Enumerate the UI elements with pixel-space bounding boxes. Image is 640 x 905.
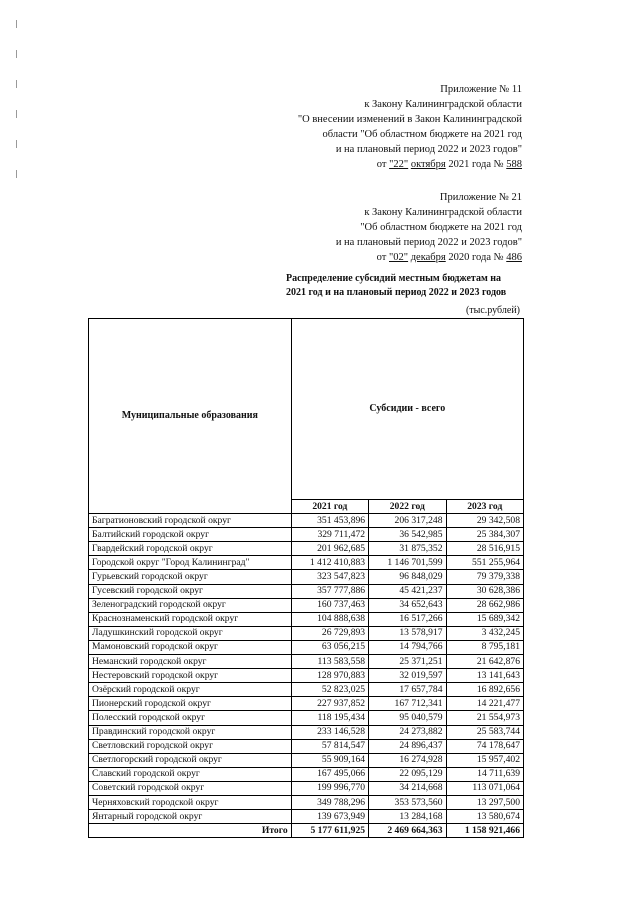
value-2021-cell: 118 195,434	[291, 711, 368, 725]
appendix-11-header	[298, 82, 522, 172]
municipality-cell: Светловский городской округ	[89, 739, 292, 753]
header-municipal: Муниципальные образования	[89, 319, 292, 514]
table-row	[89, 795, 524, 809]
municipality-cell: Мамоновский городской округ	[89, 640, 292, 654]
value-2023-cell: 25 583,744	[446, 725, 523, 739]
municipality-cell: Балтийский городской округ	[89, 528, 292, 542]
appendix-11-line3: "О внесении изменений в Закон Калининградской	[297, 114, 522, 125]
value-2021-cell: 63 056,215	[291, 640, 368, 654]
value-2021-cell: 349 788,296	[291, 795, 368, 809]
header-year-2021: 2021 год	[291, 500, 368, 514]
municipality-cell: Краснознаменский городской округ	[89, 612, 292, 626]
value-2022-cell: 14 794,766	[369, 640, 446, 654]
value-2022-cell: 25 371,251	[369, 655, 446, 669]
value-2021-cell: 104 888,638	[291, 612, 368, 626]
total-row	[89, 824, 524, 838]
value-2022-cell: 1 146 701,599	[369, 556, 446, 570]
value-2023-cell: 79 379,338	[446, 570, 523, 584]
appendix-21-line3: "Об областном бюджете на 2021 год	[360, 222, 522, 233]
appendix-11-line4: области "Об областном бюджете на 2021 год	[322, 129, 522, 140]
subsidies-table	[88, 318, 524, 838]
municipality-cell: Пионерский городской округ	[89, 697, 292, 711]
value-2021-cell: 160 737,463	[291, 598, 368, 612]
table-row	[89, 542, 524, 556]
header-subsidies: Субсидии - всего	[291, 319, 523, 500]
value-2022-cell: 13 578,917	[369, 626, 446, 640]
municipality-cell: Полесский городской округ	[89, 711, 292, 725]
value-2023-cell: 14 221,477	[446, 697, 523, 711]
value-2021-cell: 113 583,558	[291, 655, 368, 669]
table-row	[89, 514, 524, 528]
value-2021-cell: 55 909,164	[291, 753, 368, 767]
municipality-cell: Багратионовский городской округ	[89, 514, 292, 528]
municipality-cell: Нестеровский городской округ	[89, 669, 292, 683]
municipality-cell: Янтарный городской округ	[89, 810, 292, 824]
value-2022-cell: 13 284,168	[369, 810, 446, 824]
municipality-cell: Городской округ "Город Калининград"	[89, 556, 292, 570]
table-row	[89, 669, 524, 683]
table-row	[89, 556, 524, 570]
appendix-11-line5: и на плановый период 2022 и 2023 годов"	[335, 144, 522, 155]
value-2023-cell: 551 255,964	[446, 556, 523, 570]
municipality-cell: Черняховский городской округ	[89, 795, 292, 809]
value-2021-cell: 329 711,472	[291, 528, 368, 542]
value-2021-cell: 52 823,025	[291, 683, 368, 697]
value-2023-cell: 21 554,973	[446, 711, 523, 725]
document-title: Распределение субсидий местным бюджетам на 2021 год и на плановый период 2022 и 2023 годов	[286, 273, 507, 298]
table-row	[89, 655, 524, 669]
total-2022: 2 469 664,363	[369, 824, 446, 838]
table-row	[89, 626, 524, 640]
appendix-21-header	[336, 190, 522, 265]
value-2023-cell: 8 795,181	[446, 640, 523, 654]
value-2022-cell: 34 214,668	[369, 781, 446, 795]
table-row	[89, 612, 524, 626]
value-2021-cell: 57 814,547	[291, 739, 368, 753]
appendix-11-title: Приложение № 11	[440, 84, 522, 95]
table-row	[89, 584, 524, 598]
value-2021-cell: 323 547,823	[291, 570, 368, 584]
table-body	[89, 514, 524, 824]
scan-margin-marks	[16, 20, 18, 200]
municipality-cell: Гурьевский городской округ	[89, 570, 292, 584]
table-row	[89, 528, 524, 542]
unit-label: (тыс.рублей)	[465, 305, 520, 316]
municipality-cell: Ладушкинский городской округ	[89, 626, 292, 640]
table-row	[89, 697, 524, 711]
municipality-cell: Зеленоградский городской округ	[89, 598, 292, 612]
value-2022-cell: 24 896,437	[369, 739, 446, 753]
municipality-cell: Светлогорский городской округ	[89, 753, 292, 767]
value-2022-cell: 24 273,882	[369, 725, 446, 739]
value-2021-cell: 128 970,883	[291, 669, 368, 683]
value-2021-cell: 201 962,685	[291, 542, 368, 556]
table-row	[89, 640, 524, 654]
value-2021-cell: 1 412 410,883	[291, 556, 368, 570]
table-row	[89, 598, 524, 612]
value-2021-cell: 167 495,066	[291, 767, 368, 781]
table-row	[89, 739, 524, 753]
value-2022-cell: 16 274,928	[369, 753, 446, 767]
value-2023-cell: 25 384,307	[446, 528, 523, 542]
table-row	[89, 753, 524, 767]
value-2023-cell: 21 642,876	[446, 655, 523, 669]
value-2022-cell: 34 652,643	[369, 598, 446, 612]
municipality-cell: Правдинский городской округ	[89, 725, 292, 739]
value-2023-cell: 28 516,915	[446, 542, 523, 556]
value-2022-cell: 167 712,341	[369, 697, 446, 711]
value-2021-cell: 139 673,949	[291, 810, 368, 824]
value-2023-cell: 13 580,674	[446, 810, 523, 824]
appendix-21-law: к Закону Калининградской области	[364, 207, 522, 218]
appendix-11-law: к Закону Калининградской области	[364, 99, 522, 110]
value-2023-cell: 15 689,342	[446, 612, 523, 626]
municipality-cell: Гусевский городской округ	[89, 584, 292, 598]
municipality-cell: Неманский городской округ	[89, 655, 292, 669]
municipality-cell: Озёрский городской округ	[89, 683, 292, 697]
value-2022-cell: 96 848,029	[369, 570, 446, 584]
value-2023-cell: 3 432,245	[446, 626, 523, 640]
municipality-cell: Советский городской округ	[89, 781, 292, 795]
appendix-21-date: от "02" декабря 2020 года № 486	[376, 252, 522, 263]
table-row	[89, 570, 524, 584]
table-row	[89, 725, 524, 739]
total-2023: 1 158 921,466	[446, 824, 523, 838]
table-row	[89, 683, 524, 697]
value-2023-cell: 29 342,508	[446, 514, 523, 528]
value-2022-cell: 17 657,784	[369, 683, 446, 697]
value-2021-cell: 357 777,886	[291, 584, 368, 598]
header-year-2022: 2022 год	[369, 500, 446, 514]
value-2023-cell: 30 628,386	[446, 584, 523, 598]
table-row	[89, 810, 524, 824]
value-2022-cell: 45 421,237	[369, 584, 446, 598]
appendix-11-date: от "22" октября 2021 года № 588	[376, 159, 522, 170]
value-2022-cell: 206 317,248	[369, 514, 446, 528]
table-row	[89, 711, 524, 725]
municipality-cell: Гвардейский городской округ	[89, 542, 292, 556]
value-2022-cell: 31 875,352	[369, 542, 446, 556]
value-2023-cell: 15 957,402	[446, 753, 523, 767]
appendix-21-line4: и на плановый период 2022 и 2023 годов"	[335, 237, 522, 248]
value-2021-cell: 233 146,528	[291, 725, 368, 739]
value-2022-cell: 32 019,597	[369, 669, 446, 683]
value-2023-cell: 14 711,639	[446, 767, 523, 781]
value-2022-cell: 95 040,579	[369, 711, 446, 725]
table-row	[89, 781, 524, 795]
value-2022-cell: 16 517,266	[369, 612, 446, 626]
value-2023-cell: 13 297,500	[446, 795, 523, 809]
header-year-2023: 2023 год	[446, 500, 523, 514]
value-2022-cell: 36 542,985	[369, 528, 446, 542]
table-row	[89, 767, 524, 781]
appendix-21-title: Приложение № 21	[439, 192, 522, 203]
value-2022-cell: 22 095,129	[369, 767, 446, 781]
municipality-cell: Славский городской округ	[89, 767, 292, 781]
value-2023-cell: 16 892,656	[446, 683, 523, 697]
value-2023-cell: 113 071,064	[446, 781, 523, 795]
total-2021: 5 177 611,925	[291, 824, 368, 838]
value-2021-cell: 227 937,852	[291, 697, 368, 711]
value-2023-cell: 74 178,647	[446, 739, 523, 753]
value-2021-cell: 26 729,893	[291, 626, 368, 640]
value-2021-cell: 351 453,896	[291, 514, 368, 528]
total-label: Итого	[89, 824, 292, 838]
value-2023-cell: 13 141,643	[446, 669, 523, 683]
value-2022-cell: 353 573,560	[369, 795, 446, 809]
value-2021-cell: 199 996,770	[291, 781, 368, 795]
value-2023-cell: 28 662,986	[446, 598, 523, 612]
